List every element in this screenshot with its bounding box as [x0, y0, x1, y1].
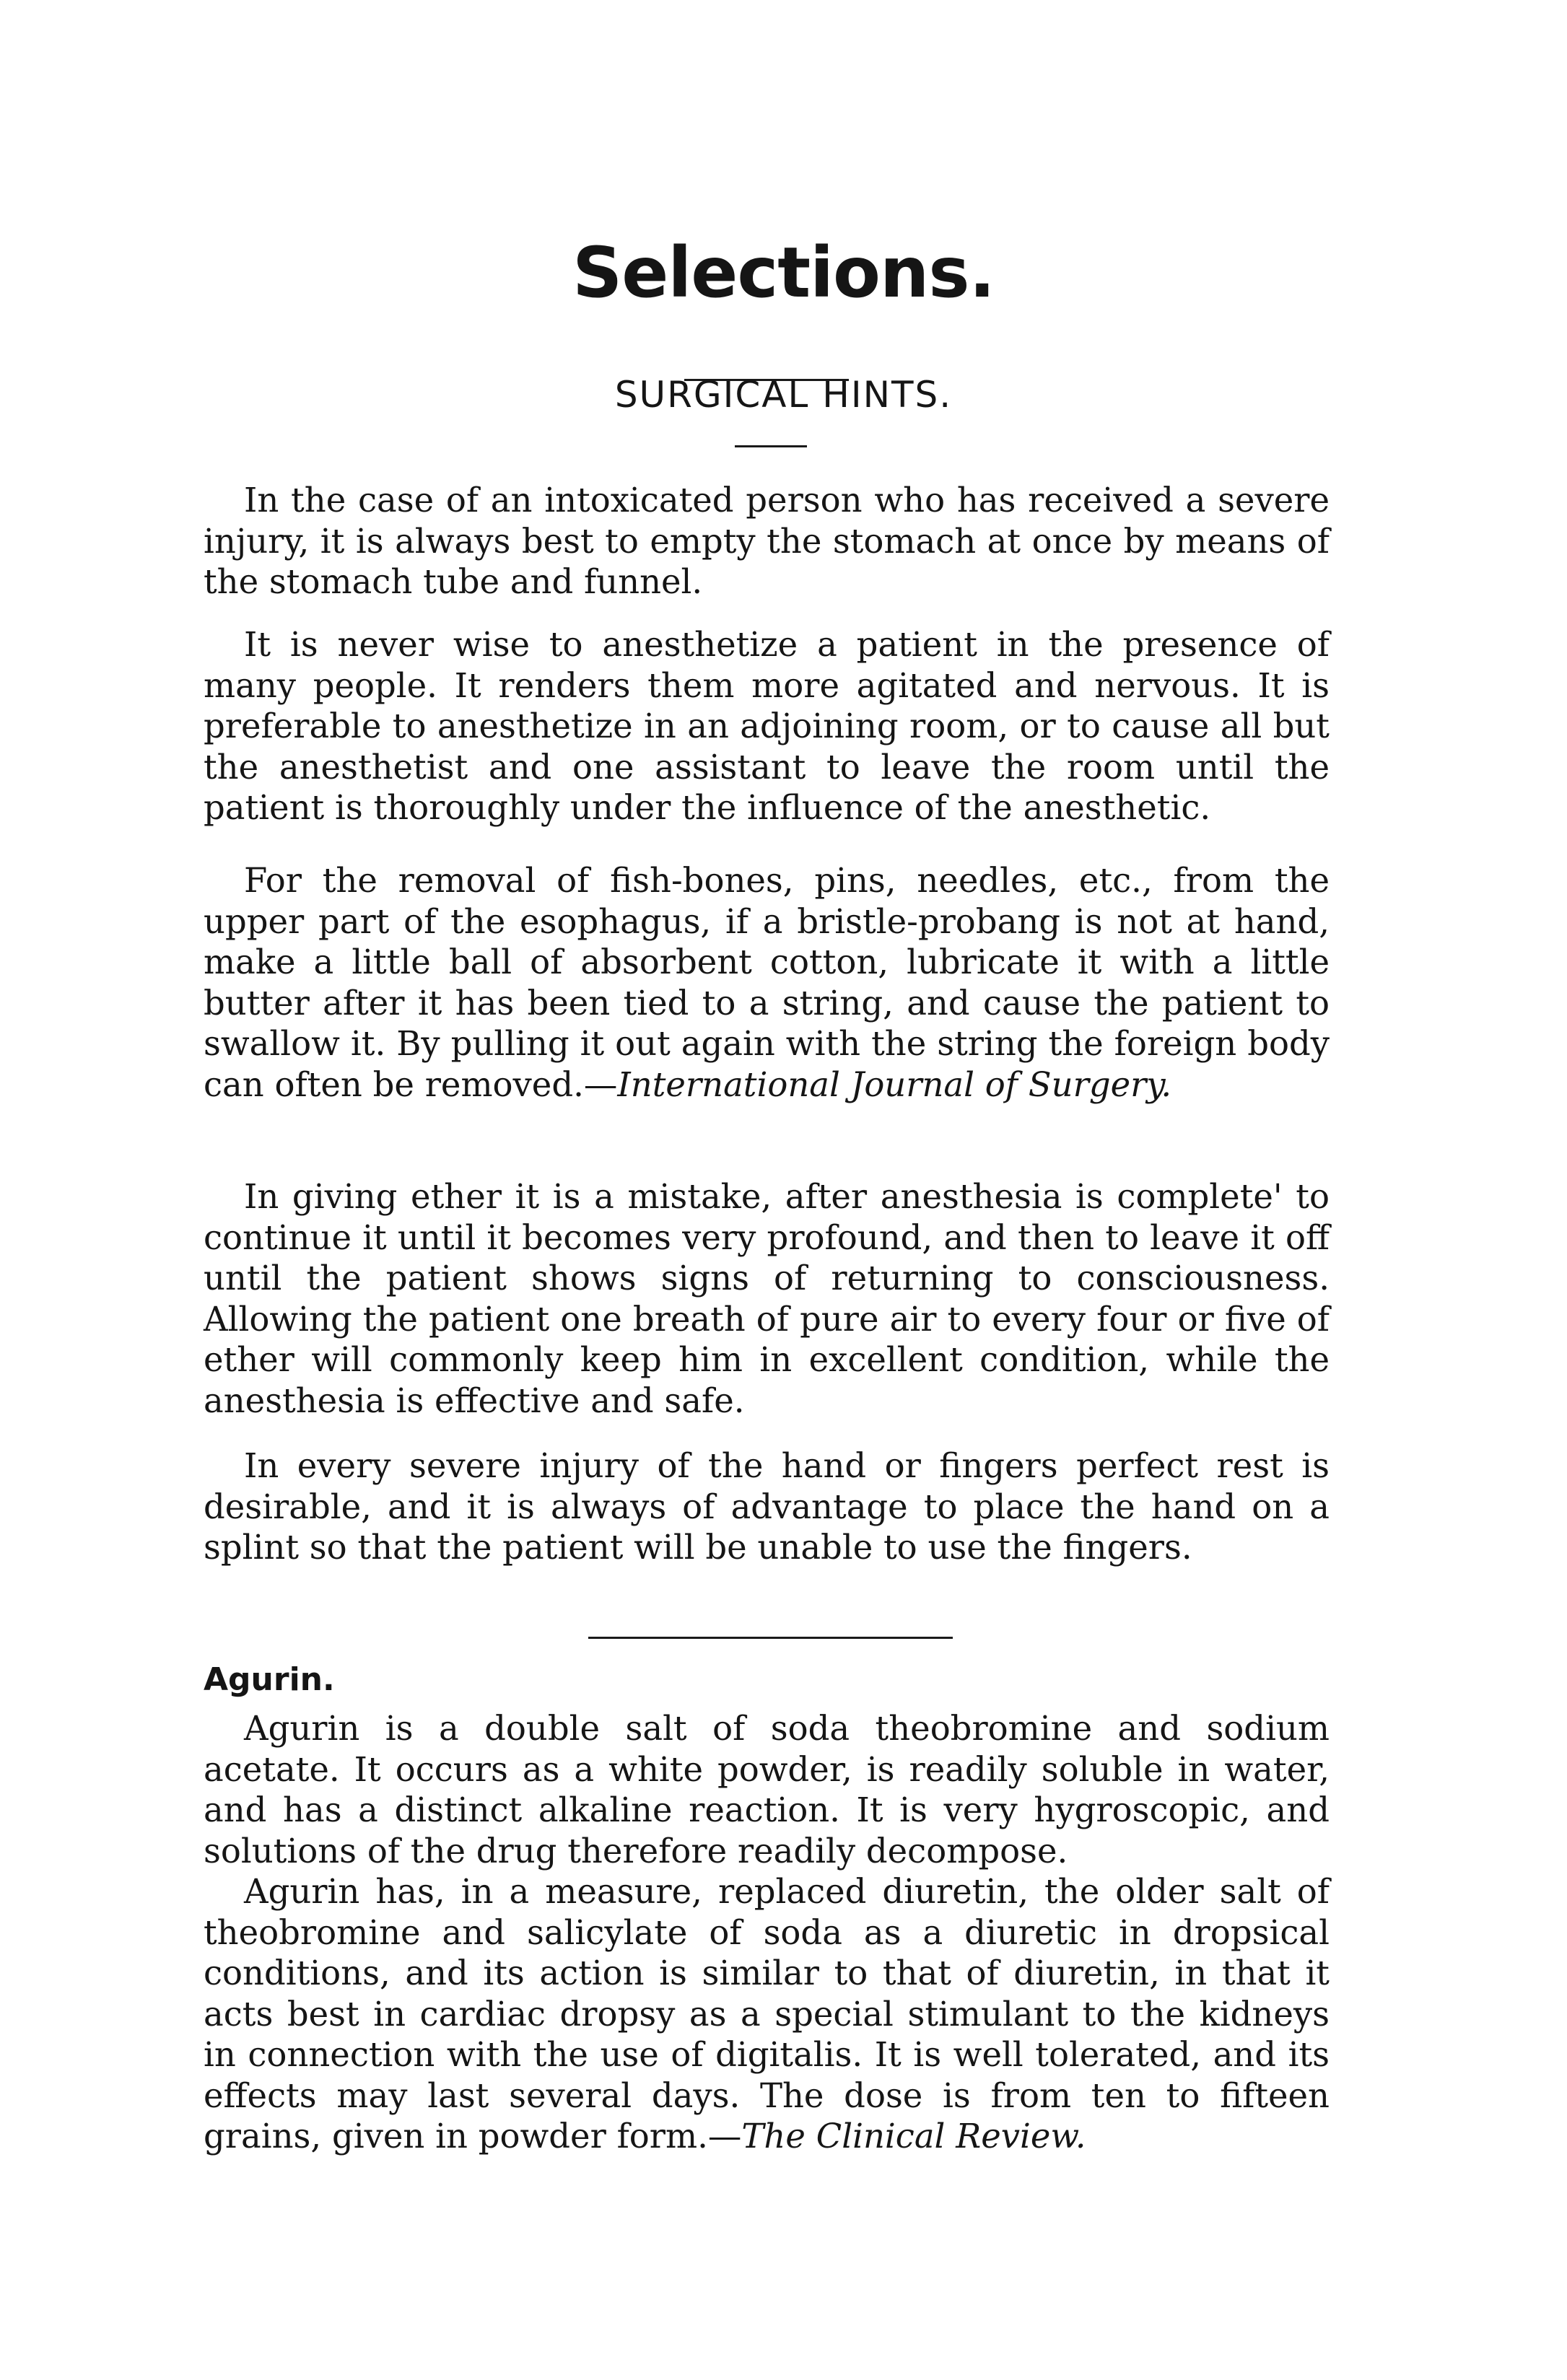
subsection-rule	[735, 445, 807, 447]
paragraph-fish-bones: For the removal of fish-bones, pins, needles, etc., from the upper part of the esophagus, if a bristle-probang is not at hand, make a little ball of absorbent cotton, lubricate it with a little butter after it has been tied to a string, and cause the patient to swallow it. By pulling it out again with the string the foreign body can often be removed.—International Journal of Surgery.	[204, 861, 1330, 1104]
agurin-heading: Agurin.	[204, 1661, 335, 1698]
paragraph-hand-injury: In every severe injury of the hand or fingers perfect rest is desirable, and it is always of advantage to place the hand on a splint so that the patient will be unable to use the fingers.	[204, 1446, 1330, 1567]
section-title: Selections.	[572, 232, 995, 313]
citation-international-journal: International Journal of Surgery.	[617, 1064, 1172, 1104]
citation-clinical-review: The Clinical Review.	[741, 2117, 1086, 2156]
paragraph-ether: In giving ether it is a mistake, after anesthesia is complete' to continue it until it becomes very profound, and then to leave it off until the patient shows signs of returning to consciousness. Allowing the patient one breath of pure air to every four or five of ether will commonly keep him in excellent condition, while the anesthesia is effective and safe.	[204, 1177, 1330, 1420]
paragraph-intoxicated-injury: In the case of an intoxicated person who has received a severe injury, it is always best to empty the stomach at once by means of the stomach tube and funnel.	[204, 481, 1330, 601]
paragraph-agurin-description: Agurin is a double salt of soda theobromine and sodium acetate. It occurs as a white powder, is readily soluble in water, and has a distinct alkaline reaction. It is very hygroscopic, and solutions of the drug therefore readily decompose.	[204, 1709, 1330, 1871]
paragraph-anesthetize-room: It is never wise to anesthetize a patient in the presence of many people. It renders them more agitated and nervous. It is preferable to anesthetize in an adjoining room, or to cause all but the anesthetist and one assistant to leave the room until the patient is thoroughly under the influence of the anesthetic.	[204, 625, 1330, 827]
section-divider-rule	[588, 1637, 953, 1639]
subsection-title-surgical-hints: SURGICAL HINTS.	[614, 374, 953, 416]
paragraph-agurin-diuretic: Agurin has, in a measure, replaced diuretin, the older salt of theobromine and salicylate of soda as a diuretic in dropsical conditions, and its action is similar to that of diuretin, in that it acts best in cardiac dropsy as a special stimulant to the kidneys in connection with the use of digitalis. It is well tolerated, and its effects may last several days. The dose is from ten to fifteen grains, given in powder form.—The Clinical Review.	[204, 1872, 1330, 2156]
